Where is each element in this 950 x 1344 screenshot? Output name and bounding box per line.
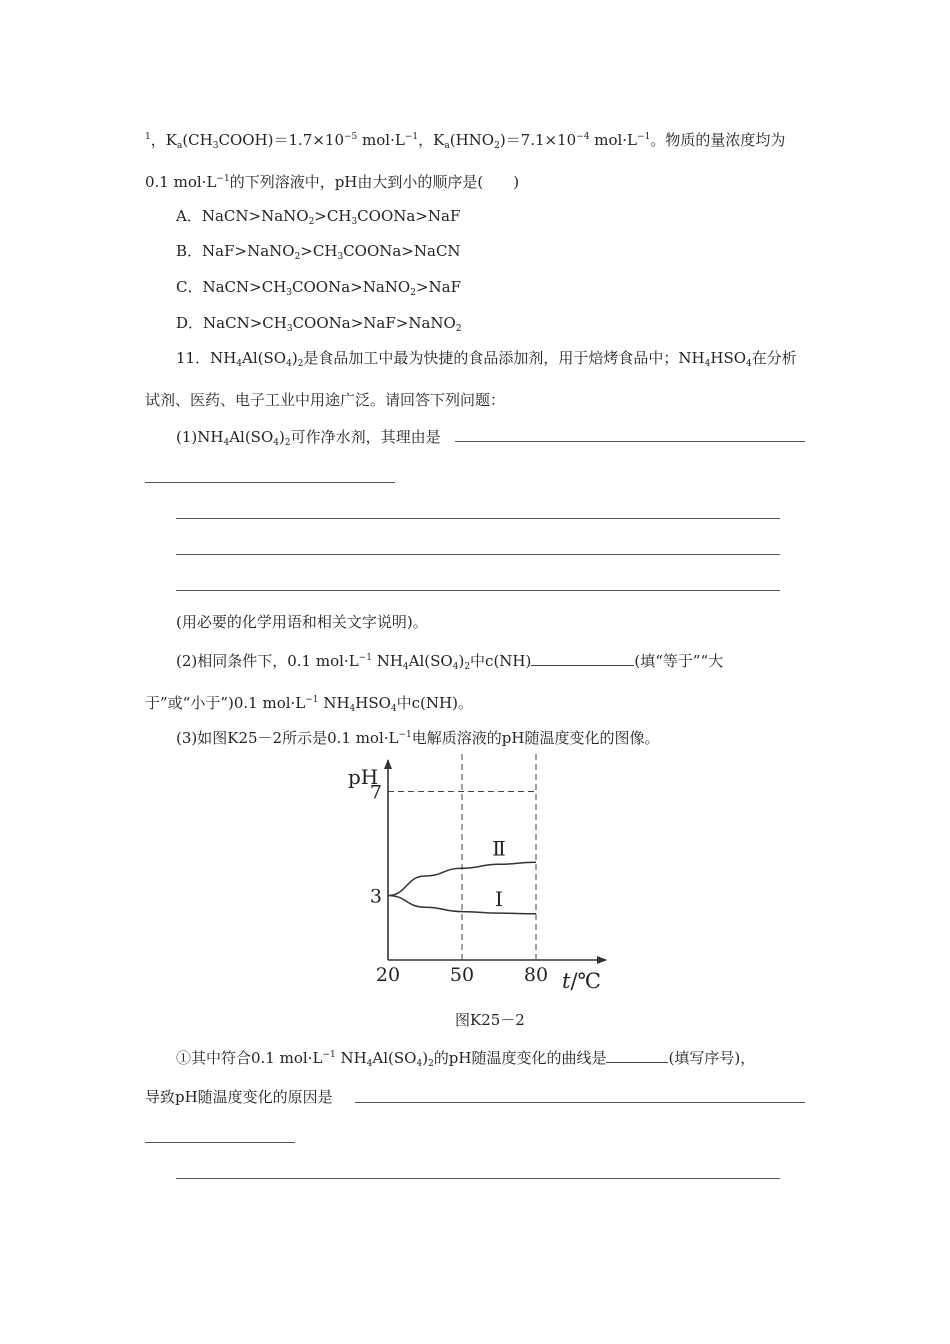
series-label: Ⅰ <box>495 887 503 912</box>
q10-option-d: D．$NaCN>CH_3COONa>NaF>NaNO_2$ <box>176 314 462 334</box>
q11-sub1-line1: ①其中符合0.1 $mol\cdot L^{-1}$ $NH_4Al(SO_4)_2$的pH随温度变化的曲线是 (填写序号)， <box>176 1049 756 1069</box>
y-tick-label: 7 <box>369 781 382 804</box>
q11-part2-line2: 于”或“小于”)0.1 $mol\cdot L^{-1}$ $NH_4HSO_4$中c(NH)。 <box>145 694 473 714</box>
y-axis-label: pH <box>348 765 379 789</box>
x-tick-label: 20 <box>375 964 401 986</box>
x-tick-label: 80 <box>523 964 549 986</box>
q11-sub1-line2: 导致pH随温度变化的原因是 <box>145 1088 333 1106</box>
q11-part1-note: (用必要的化学用语和相关文字说明)。 <box>176 613 428 631</box>
answer-blank[interactable] <box>606 1048 668 1063</box>
q11-intro-line2: 试剂、医药、电子工业中用途广泛。请回答下列问题： <box>145 391 506 409</box>
y-tick-label: 3 <box>369 885 382 908</box>
q11-part3-line: (3)如图K25－2所示是0.1 $mol\cdot L^{-1}$电解质溶液的pH随温度变化的图像。 <box>176 729 660 747</box>
q10-constants-line: $^1$，$K_a(CH_3COOH)=1.7\times 10^{-5}$ $mol\cdot L^{-1}$，$K_a(HNO_2)=7.1\times 10^{-4}$ $mol\cdot L^{-1}$。物质的量浓度均为 <box>145 131 786 151</box>
answer-blank-line[interactable] <box>145 482 395 483</box>
answer-blank-line[interactable] <box>176 1178 780 1179</box>
ph-temperature-chart <box>340 752 620 1002</box>
q10-question-line: 0.1 $mol\cdot L^{-1}$的下列溶液中，pH由大到小的顺序是( ) <box>145 173 520 191</box>
answer-blank-line[interactable] <box>176 518 780 519</box>
answer-blank-line[interactable] <box>145 1142 295 1143</box>
q11-part1-line: $(1)NH_4Al(SO_4)_2$可作净水剂，其理由是 <box>176 428 441 448</box>
answer-blank[interactable] <box>531 651 634 666</box>
q10-option-b: B．$NaF>NaNO_2>CH_3COONa>NaCN$ <box>176 242 461 262</box>
x-axis-label: t/℃ <box>562 969 602 993</box>
q11-part2-line1: (2)相同条件下，0.1 $mol\cdot L^{-1}$ $NH_4Al(SO_4)_2$中c(NH) (填“等于”“大 <box>176 652 724 672</box>
x-tick-label: 50 <box>449 964 475 986</box>
q11-intro-line1: 11．$NH_4Al(SO_4)_2$是食品加工中最为快捷的食品添加剂，用于焙烤食品中；$NH_4HSO_4$在分析 <box>176 349 797 369</box>
q10-option-a: A．$NaCN>NaNO_2>CH_3COONa>NaF$ <box>176 207 461 227</box>
figure-caption: 图K25－2 <box>455 1011 525 1029</box>
answer-blank-line[interactable] <box>455 441 805 442</box>
series-label: Ⅱ <box>492 836 506 861</box>
answer-blank-line[interactable] <box>176 590 780 591</box>
answer-blank-line[interactable] <box>176 554 780 555</box>
answer-blank-line[interactable] <box>355 1102 805 1103</box>
q10-option-c: C．$NaCN>CH_3COONa>NaNO_2>NaF$ <box>176 278 461 298</box>
